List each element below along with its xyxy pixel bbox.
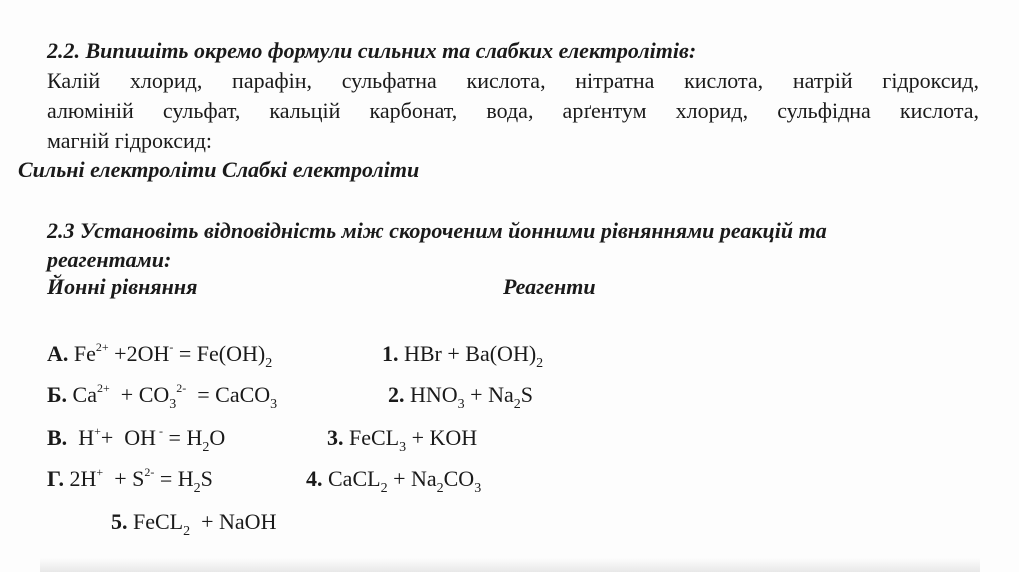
reagent-label: 4. — [306, 466, 323, 491]
electrolytes-columns-heading: Сильні електроліти Слабкі електроліти — [18, 157, 420, 182]
equation-label: В. — [47, 425, 68, 450]
task-2-2-line: алюміній сульфат, кальцій карбонат, вода, арґентум хлорид, сульфідна кислота, — [47, 98, 979, 123]
equation-c: В. H++ OH $^- = H_2O$ — [47, 424, 226, 455]
reagent-label: 3. — [327, 425, 344, 450]
ionic-equations-heading: Йонні рівняння — [47, 274, 198, 299]
reagent-label: 2. — [388, 382, 405, 407]
equation-label: А. — [47, 341, 69, 366]
equation-b: Б. $Ca^{2+} + CO_3^{2-}$ = CaCO$_3$ — [47, 381, 278, 412]
equation-a: А. $Fe^{2+} +2OH^- = Fe(OH)_2$ — [47, 340, 273, 371]
task-2-3-title: 2.3 Установіть відповідність між скороченим йонними рівняннями реакцій та — [47, 218, 827, 243]
reagent-1: 1. HBr + $Ba(OH)_2$ — [382, 341, 544, 371]
reagent-label: 5. — [111, 509, 128, 534]
reagent-label: 1. — [382, 341, 399, 366]
task-2-2-line: магній гідроксид: — [47, 128, 213, 153]
reagents-heading: Реагенти — [503, 274, 596, 299]
reagent-5: 5. FeCL$_2$ + NaOH — [111, 509, 277, 539]
task-2-2-text — [47, 66, 979, 156]
task-2-3-title-cont: реагентами: — [47, 247, 172, 272]
equation-d: Г. $2H^+ + S^{2-} = H_2S$ — [47, 465, 213, 496]
reagent-2: 2. $HNO_3 + Na_2S$ — [388, 382, 533, 412]
task-2-2-title: 2.2. Випишіть окремо формули сильних та слабких електролітів: — [47, 38, 697, 63]
equation-label: Г. — [47, 466, 65, 491]
equation-label: Б. — [47, 382, 68, 407]
reagent-3: 3. FeCL$_3$ + KOH — [327, 425, 478, 455]
reagent-4: 4. CaCL$_2$ + $Na_2CO_3$ — [306, 466, 482, 496]
cropped-next-line — [40, 558, 980, 572]
task-2-2-line: Калій хлорид, парафін, сульфатна кислота, нітратна кислота, натрій гідроксид, — [47, 68, 979, 93]
